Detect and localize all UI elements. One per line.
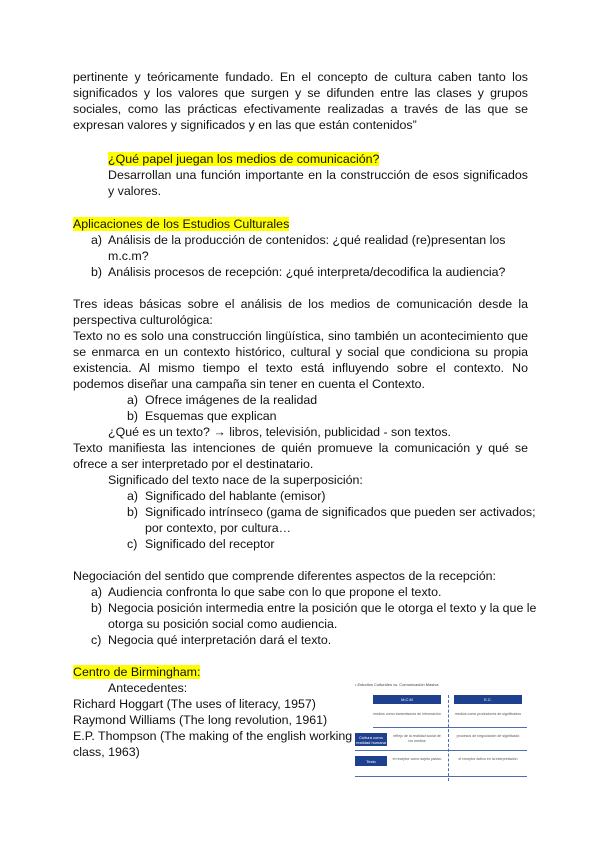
significado-item-a-text: Significado del hablante (emisor) <box>145 489 326 503</box>
manifiesta-paragraph: Texto manifiesta las intenciones de quién promueve la comunicación y qué se ofrece a ser interpretado por el destinatario. <box>73 441 528 471</box>
negociacion-item-a-label: a) <box>91 585 103 599</box>
significado-item-b-label: b) <box>127 505 139 519</box>
birmingham-heading <box>73 664 200 680</box>
antecedentes-label: Antecedentes: <box>108 681 188 695</box>
context-item-b-text: Esquemas que explican <box>145 409 277 423</box>
diagram-row-label-texto: Texto <box>355 756 387 766</box>
negociacion-item-c-text: Negocia qué interpretación dará el texto. <box>108 633 332 647</box>
tres-ideas-intro: Tres ideas básicas sobre el análisis de los medios de comunicación desde la perspectiva culturológica: <box>73 297 528 327</box>
comparison-diagram <box>355 682 527 782</box>
medios-question-highlight: ¿Qué papel juegan los medios de comunicación? <box>108 152 380 166</box>
negociacion-item-a-text: Audiencia confronta lo que sabe con lo que propone el texto. <box>108 585 442 599</box>
significado-item-b-line2: por contexto, por cultura… <box>145 521 292 535</box>
negociacion-intro: Negociación del sentido que comprende diferentes aspectos de la recepción: <box>73 569 496 583</box>
reference-hoggart: Richard Hoggart (The uses of literacy, 1957) <box>73 697 316 711</box>
significado-intro: Significado del texto nace de la superposición: <box>108 473 363 487</box>
context-item-b-label: b) <box>127 409 139 423</box>
significado-item-a-label: a) <box>127 489 139 503</box>
aplicaciones-item-a-line2: m.c.m? <box>108 249 149 263</box>
diagram-cell: el receptor como sujeto pasivo <box>392 757 442 761</box>
diagram-row-line <box>355 750 527 751</box>
medios-question <box>108 151 379 167</box>
negociacion-item-b-line1: Negocia posición intermedia entre la posición que le otorga el texto y la que le <box>108 601 537 615</box>
diagram-row-line <box>373 727 527 728</box>
aplicaciones-item-a-label: a) <box>91 233 103 247</box>
context-item-a-text: Ofrece imágenes de la realidad <box>145 393 318 407</box>
diagram-cell: medios como transmisores de información <box>373 712 441 716</box>
diagram-col-header-mcm: M.C.M <box>373 695 441 704</box>
aplicaciones-item-b-label: b) <box>91 265 103 279</box>
diagram-cell: procesos de negociación de significado <box>456 734 520 738</box>
intro-paragraph: pertinente y teóricamente fundado. En el concepto de cultura caben tanto los significados y los valores que surgen y se difunden entre las clases y grupos sociales, como las prácticas efectivamente realizadas a través de las que se expresan valores y significados y en las que están contenidos” <box>73 70 528 132</box>
diagram-row-line <box>355 776 527 777</box>
medios-answer: Desarrollan una función importante en la construcción de esos significados y valores. <box>108 168 528 198</box>
birmingham-heading-highlight: Centro de Birmingham: <box>73 665 201 679</box>
context-item-a-label: a) <box>127 393 139 407</box>
diagram-title: • Estudios Culturales vs. Comunicación Masiva <box>355 682 439 687</box>
aplicaciones-item-a-line1: Análisis de la producción de contenidos: ¿qué realidad (re)presentan los <box>108 233 506 247</box>
reference-thompson-cont: class, 1963) <box>73 745 140 759</box>
diagram-divider <box>448 695 450 781</box>
diagram-col-header-ec: E.C. <box>454 695 522 704</box>
texto-paragraph: Texto no es solo una construcción lingüística, sino también un acontecimiento que se enmarca en un contexto histórico, cultural y social que condiciona su propia existencia. Al mismo tiempo el texto está influyendo sobre el contexto. No podemos diseñar una campaña sin tener en cuenta el Contexto. <box>73 329 528 391</box>
reference-williams: Raymond Williams (The long revolution, 1961) <box>73 713 328 727</box>
diagram-cell: el receptor activo en la interpretación <box>458 757 518 761</box>
significado-item-c-label: c) <box>127 537 138 551</box>
negociacion-item-c-label: c) <box>91 633 102 647</box>
aplicaciones-item-b-line1: Análisis procesos de recepción: ¿qué interpreta/decodifica la audiencia? <box>108 265 506 279</box>
aplicaciones-heading <box>73 216 289 232</box>
que-es-texto: ¿Qué es un texto? → libros, televisión, publicidad - son textos. <box>108 425 451 439</box>
negociacion-item-b-line2: otorga su posición social como audiencia. <box>108 617 338 631</box>
significado-item-c-text: Significado del receptor <box>145 537 275 551</box>
diagram-cell: medios como productores de significados <box>454 712 522 716</box>
significado-item-b-line1: Significado intrínseco (gama de significados que pueden ser activados; <box>145 505 536 519</box>
diagram-cell: reflejo de la realidad social de los medios <box>393 734 441 743</box>
diagram-row-label-cultura: Cultura como realidad humana <box>356 734 386 745</box>
reference-thompson: E.P. Thompson (The making of the english working <box>73 729 353 743</box>
negociacion-item-b-label: b) <box>91 601 103 615</box>
aplicaciones-heading-highlight: Aplicaciones de los Estudios Culturales <box>73 217 290 231</box>
